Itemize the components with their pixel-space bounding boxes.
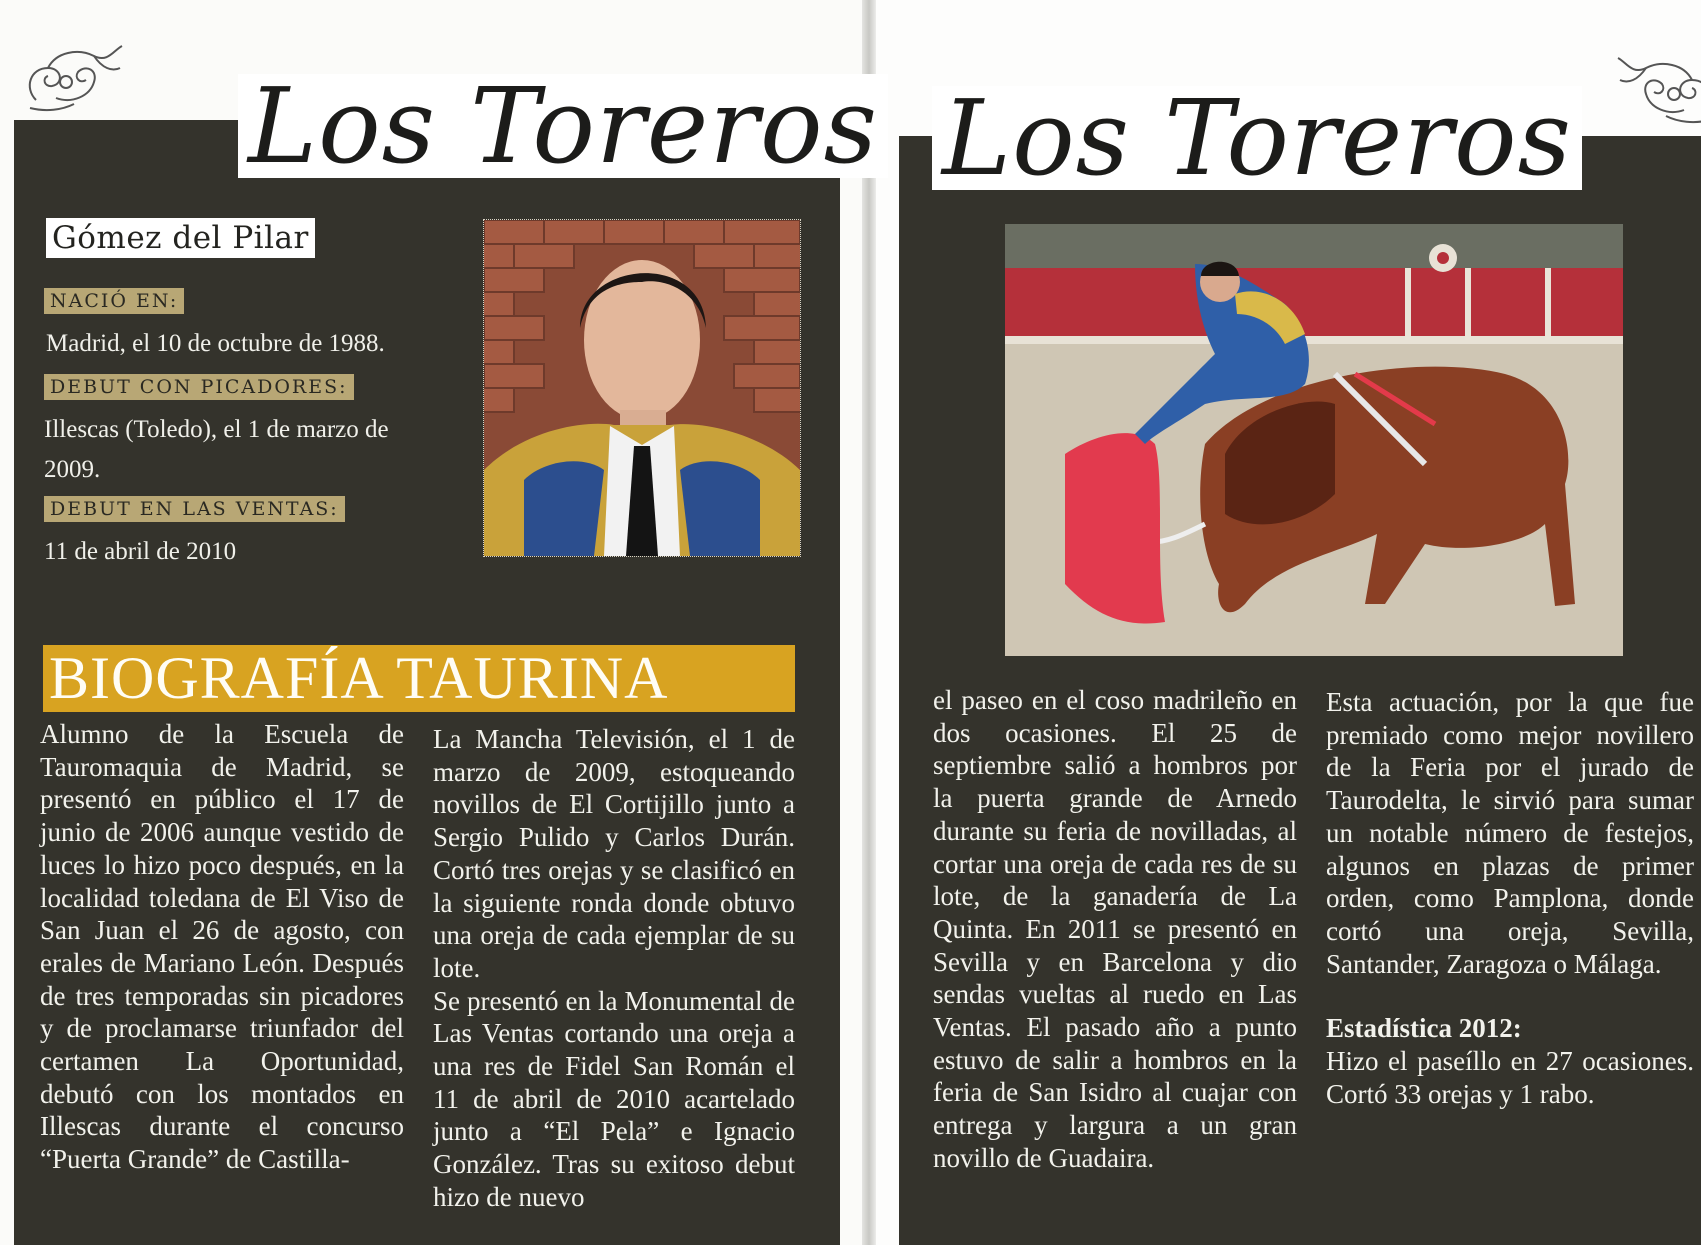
paragraph: Alumno de la Escuela de Tauromaquia de Madrid, se presentó en público el 17 de junio de 2006 aunque vestido de luces lo hizo poco después, en la localidad toledana de El Viso de San Juan el 26 de agosto, con erales de Mariano León. Después de tres temporadas sin picadores y de proclamarse triunfador del certamen La Oportunidad, debutó con los montados en Illescas durante el concurso “Puerta Grande” de Castilla- <box>40 719 404 1175</box>
statistics-text: Hizo el paseíllo en 27 ocasiones. Cortó 33 orejas y 1 rabo. <box>1326 1046 1694 1109</box>
flourish-ornament-icon <box>1614 50 1701 130</box>
paragraph: Esta actuación, por la que fue premiado como mejor novillero de la Feria por el jurado de Taurodelta, le sirvió para sumar un notable número de festejos, algunos en plazas de primer orden, como Pamplona, donde cortó una oreja, Sevilla, Santander, Zaragoza o Málaga. <box>1326 687 1694 979</box>
debut-ventas-label: DEBUT EN LAS VENTAS: <box>44 496 345 522</box>
paragraph: La Mancha Televisión, el 1 de marzo de 2009, estoqueando novillos de El Cortijillo junto a Sergio Pulido y Carlos Durán. Cortó tres orejas y se clasificó en la siguiente ronda donde obtuvo una oreja de cada ejemplar de su lote. <box>433 724 795 983</box>
debut-picadores-label: DEBUT CON PICADORES: <box>44 374 354 400</box>
page-title: Los Toreros <box>238 74 888 178</box>
birthplace-label: NACIÓ EN: <box>44 288 184 314</box>
paragraph: Se presentó en la Monumental de Las Ventas cortando una oreja a una res de Fidel San Román el 11 de abril de 2010 acartelado junto a “El Pela” e Ignacio González. Tras su exitoso debut hizo de nuevo <box>433 985 795 1212</box>
page-title: Los Toreros <box>932 86 1582 190</box>
torero-portrait-photo <box>483 219 801 557</box>
torero-name: Gómez del Pilar <box>46 218 315 258</box>
birthplace-value: Madrid, el 10 de octubre de 1988. <box>46 330 385 357</box>
biography-column-3 <box>933 684 1297 1175</box>
paragraph: el paseo en el coso madrileño en dos ocasiones. El 25 de septiembre salió a hombros por la puerta grande de Arnedo durante su feria de novilladas, al cortar una oreja de cada res de su lote, de la ganadería de La Quinta. En 2011 se presentó en Sevilla y en Barcelona y dio sendas vueltas al ruedo en Las Ventas. El pasado año a punto estuvo de salir a hombros en la feria de San Isidro al cuajar con entrega y largura a un gran novillo de Guadaira. <box>933 685 1297 1173</box>
biography-column-1 <box>40 718 404 1176</box>
flourish-ornament-icon <box>16 38 126 118</box>
section-heading: BIOGRAFÍA TAURINA <box>43 645 795 712</box>
bullfight-action-photo <box>1005 224 1623 656</box>
biography-column-4 <box>1326 686 1694 1110</box>
debut-ventas-value: 11 de abril de 2010 <box>44 538 237 565</box>
debut-picadores-value-line2: 2009. <box>44 456 101 483</box>
debut-picadores-value-line1: Illescas (Toledo), el 1 de marzo de <box>44 416 389 443</box>
biography-column-2 <box>433 723 795 1214</box>
statistics-heading: Estadística 2012: <box>1326 1013 1522 1044</box>
